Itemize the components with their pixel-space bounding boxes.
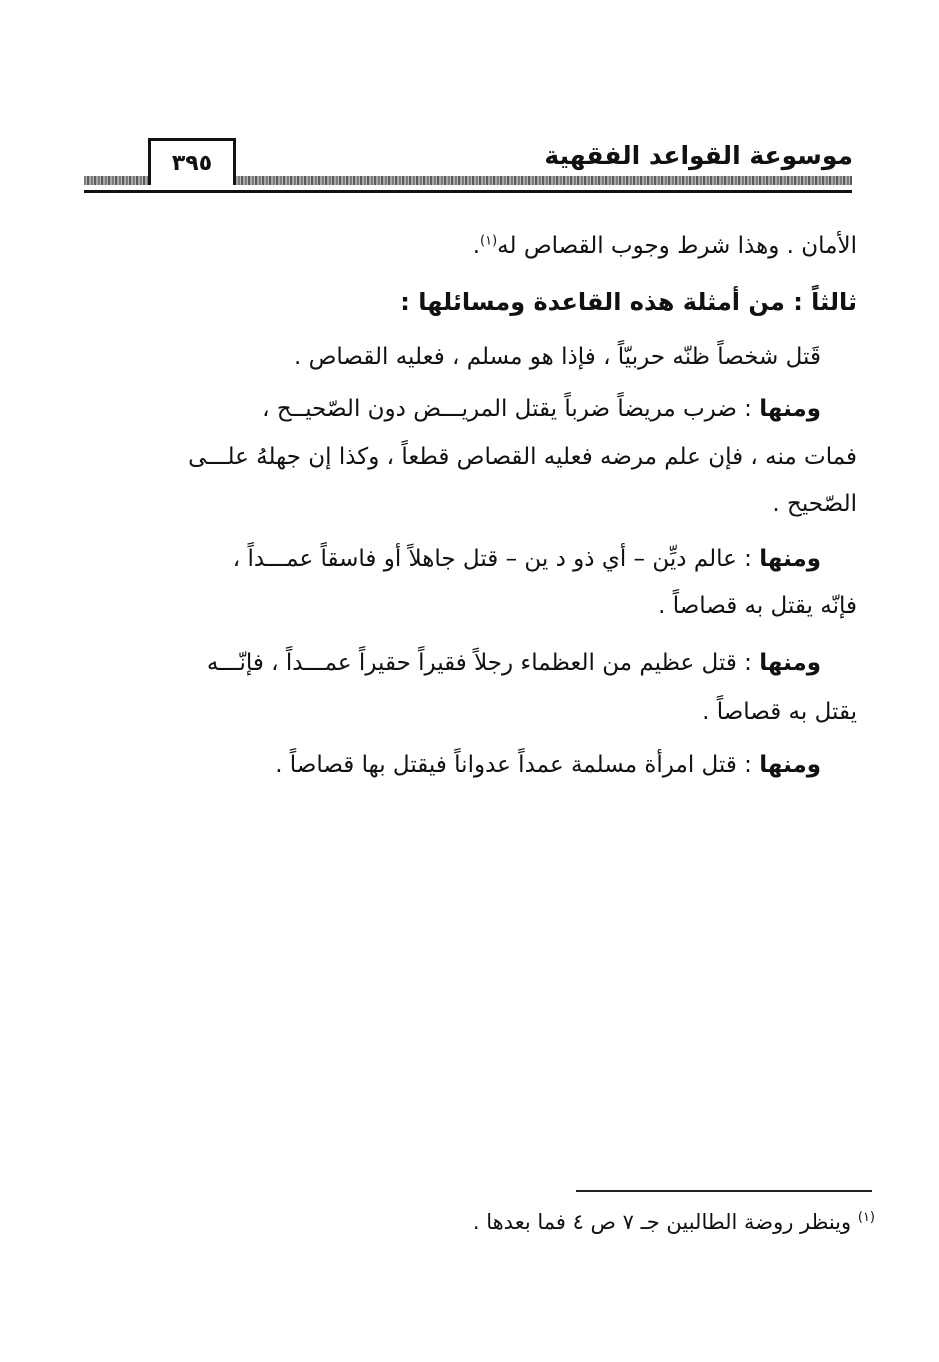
page-number: ٣٩٥ bbox=[171, 150, 213, 176]
example-1-line-c: الصّحيح . bbox=[772, 491, 857, 517]
example-1-line-b: فمات منه ، فإن علم مرضه فعليه القصاص قطعاً ، وكذا إن جهلهُ علـــى bbox=[188, 444, 857, 470]
footnote bbox=[473, 1205, 875, 1239]
footnote-ref: (١) bbox=[480, 233, 498, 249]
footnote-separator bbox=[576, 1190, 872, 1192]
body-line-1-text: الأمان . وهذا شرط وجوب القصاص له bbox=[497, 233, 857, 259]
body-line-1-end: . bbox=[472, 233, 481, 259]
example-1-line-a bbox=[262, 392, 821, 426]
example-2-line-a bbox=[233, 542, 821, 576]
example-3-line-b: يقتل به قصاصاً . bbox=[702, 699, 857, 725]
footnote-marker: (١) bbox=[857, 1210, 875, 1225]
example-4-keyword: ومنها bbox=[759, 752, 821, 778]
example-2-text-a: : عالم ديِّن – أي ذو د ين – قتل جاهلاً أو فاسقاً عمـــداً ، bbox=[232, 546, 752, 572]
body-line-1 bbox=[473, 229, 857, 263]
example-2-line-b: فإنّه يقتل به قصاصاً . bbox=[658, 593, 857, 619]
example-1-keyword: ومنها bbox=[759, 396, 821, 422]
example-4-line-a bbox=[275, 748, 821, 782]
example-1-text-a: : ضرب مريضاً ضرباً يقتل المريـــض دون الصّحيــح ، bbox=[262, 396, 752, 422]
example-2-keyword: ومنها bbox=[759, 546, 821, 572]
running-header-title: موسوعة القواعد الفقهية bbox=[544, 141, 853, 170]
section-heading: ثالثاً : من أمثلة هذه القاعدة ومسائلها : bbox=[400, 288, 857, 316]
header-rule-thin bbox=[84, 190, 852, 193]
example-4-text-a: : قتل امرأة مسلمة عمداً عدواناً فيقتل بها قصاصاً . bbox=[275, 752, 752, 778]
example-3-text-a: : قتل عظيم من العظماء رجلاً فقيراً حقيراً عمـــداً ، فإنّـــه bbox=[206, 650, 752, 676]
example-3-keyword: ومنها bbox=[759, 650, 821, 676]
example-3-line-a bbox=[207, 646, 821, 680]
body-line-3: قَتل شخصاً ظنّه حربيّاً ، فإذا هو مسلم ، فعليه القصاص . bbox=[293, 344, 821, 370]
page-number-box bbox=[148, 138, 236, 185]
footnote-text: وينظر روضة الطالبين جـ ٧ ص ٤ فما بعدها . bbox=[472, 1210, 852, 1234]
